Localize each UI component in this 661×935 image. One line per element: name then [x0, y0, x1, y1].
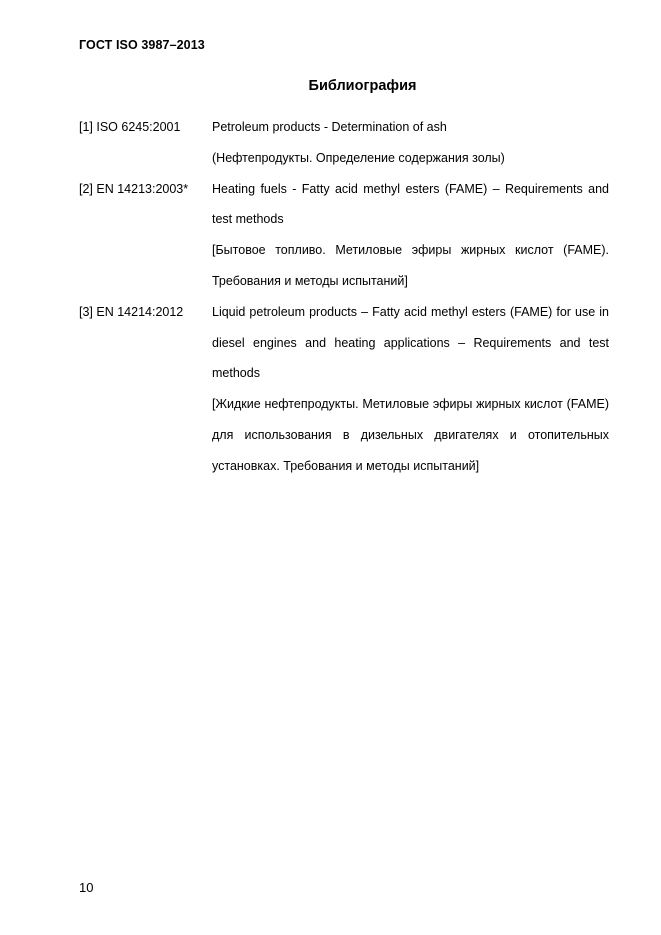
- entry-title-ru: (Нефтепродукты. Определение содержания золы): [212, 150, 505, 165]
- document-header-code: ГОСТ ISO 3987–2013: [79, 38, 205, 52]
- bibliography-list: [79, 112, 609, 482]
- page-number: 10: [79, 880, 94, 895]
- entry-title-ru: [Жидкие нефтепродукты. Метиловые эфиры жирных кислот (FAME) для использования в дизельных двигателях и отопительных установках. Требования и методы испытаний]: [212, 397, 609, 473]
- entry-body: [212, 112, 609, 174]
- entry-title-ru: [Бытовое топливо. Метиловые эфиры жирных кислот (FAME). Требования и методы испытаний]: [212, 243, 609, 288]
- bibliography-entry: [79, 297, 609, 482]
- entry-body: [212, 297, 609, 482]
- entry-reference: [2] EN 14213:2003*: [79, 181, 189, 196]
- entry-reference: [3] EN 14214:2012: [79, 304, 184, 319]
- entry-title-en: Petroleum products - Determination of ash: [212, 120, 447, 134]
- entry-title-en: Liquid petroleum products – Fatty acid methyl esters (FAME) for use in diesel engines and heating applications – Requirements and test methods: [212, 304, 609, 381]
- bibliography-entry: [79, 174, 609, 297]
- page-title: Библиография: [308, 78, 417, 94]
- entry-body: [212, 174, 609, 297]
- bibliography-entry: [79, 112, 609, 174]
- entry-reference: [1] ISO 6245:2001: [79, 120, 181, 134]
- entry-title-en: Heating fuels - Fatty acid methyl esters (FAME) – Requirements and test methods: [212, 181, 609, 227]
